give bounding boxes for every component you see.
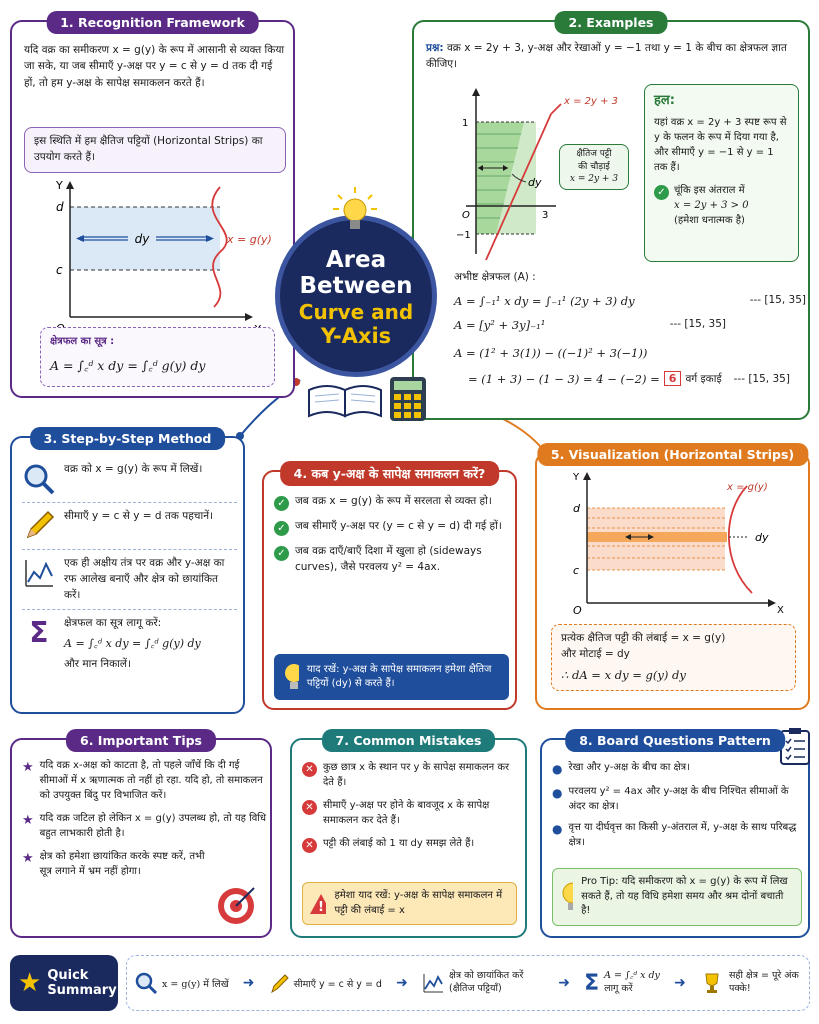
summary-step-2 [269, 972, 382, 994]
section-when-integrate [262, 466, 517, 710]
summary-step-3 [422, 970, 544, 996]
step-line-1: A = ∫₋₁¹ x dy = ∫₋₁¹ (2y + 3) dy [454, 294, 635, 308]
title-line-3: Curve and [298, 299, 414, 324]
recognition-graph [24, 177, 286, 337]
tip-2 [22, 811, 267, 841]
solution-check [654, 183, 789, 228]
section-title: 6. Important Tips [66, 729, 216, 752]
condition-1-text: जब वक्र x = g(y) के रूप में सरलता से व्यक्त हो। [295, 495, 492, 507]
solution-box [644, 84, 799, 262]
graph-sketch-icon [22, 556, 56, 590]
cross-icon: ✕ [302, 838, 317, 853]
da-formula: ∴ dA = x dy = g(y) dy [561, 667, 686, 682]
star-icon: ★ [18, 968, 42, 998]
step-3-text: एक ही अक्षीय तंत्र पर वक्र और y-अक्ष का रफ आलेख बनाएँ और क्षेत्र को छायांकित करें। [64, 557, 225, 601]
recognition-text: यदि वक्र का समीकरण x = g(y) के रूप में आसानी से व्यक्त किया जा सके, या जब सीमाएँ y-अक्ष पर y = c से y = d तक दी गई हों, तो हम y-अक्ष के सापेक्ष समाकलन करते हैं। [24, 44, 285, 89]
quick-summary-flow [126, 955, 810, 1011]
trophy-icon [700, 971, 724, 995]
summary-step-2-text: सीमाएँ y = c से y = d [293, 978, 382, 990]
title-line-1: Area [325, 247, 387, 273]
example-question [426, 40, 801, 73]
dy-label: dy [755, 531, 769, 544]
condition-2 [274, 519, 509, 536]
origin-label: O [573, 604, 582, 616]
graph-sketch-icon [422, 972, 444, 994]
summary-step-1 [135, 972, 229, 994]
pattern-2 [552, 784, 802, 814]
step-3 [22, 550, 237, 610]
magnifier-icon [135, 972, 157, 994]
step-line-4: = (1 + 3) − (1 − 3) = 4 − (−2) = [468, 371, 660, 386]
lightbulb-icon [282, 662, 299, 692]
cross-icon: ✕ [302, 800, 317, 815]
pattern-3-text: वृत्त या दीर्घवृत्त का किसी y-अंतराल में, y-अक्ष के साथ परिबद्ध क्षेत्र। [568, 822, 797, 848]
section-title: 1. Recognition Framework [46, 11, 259, 34]
tip-3-text: क्षेत्र को हमेशा छायांकित करके स्पष्ट करें, तभी सूत्र लगाने में भ्रम नहीं होगा। [39, 851, 205, 877]
lightbulb-icon [559, 881, 573, 913]
tick-minus-1: −1 [456, 230, 471, 241]
step-2 [22, 503, 237, 550]
check-text-3: (हमेशा धनात्मक है) [674, 214, 745, 226]
mistake-3 [302, 836, 522, 853]
ref-1: --- [15, 35] [749, 294, 806, 306]
bullet-icon: ● [552, 822, 563, 836]
summary-step-1-text: x = g(y) में लिखें [162, 978, 229, 990]
section-visualization [535, 447, 810, 710]
section-title: 3. Step-by-Step Method [30, 427, 226, 450]
pattern-1 [552, 760, 802, 778]
d-label: d [56, 200, 64, 214]
summary-step-4 [584, 970, 660, 996]
check-icon: ✓ [654, 185, 669, 200]
check-icon: ✓ [274, 496, 289, 511]
bullet-icon: ● [552, 786, 563, 800]
check-text-1: चूंकि इस अंतराल में [674, 184, 745, 196]
sigma-icon: Σ [29, 616, 49, 650]
section-examples [412, 15, 810, 420]
warning-text: हमेशा याद रखें: y-अक्ष के सापेक्ष समाकलन में पट्टी की लंबाई = x [334, 890, 503, 916]
step-1 [22, 456, 237, 503]
dy-label: dy [134, 232, 150, 246]
check-icon: ✓ [274, 546, 289, 561]
step-line-3: A = (1² + 3(1)) − ((−1)² + 3(−1)) [454, 346, 648, 360]
summary-step-4-formula: A = ∫꜀ᵈ x dy [604, 970, 660, 982]
tick-1: 1 [462, 118, 469, 129]
section-title: 2. Examples [554, 11, 667, 34]
strip-explanation-box [551, 624, 796, 691]
mistake-1-text: कुछ छात्र x के स्थान पर y के सापेक्ष समाकलन कर देते हैं। [323, 762, 510, 788]
star-icon: ★ [22, 813, 34, 828]
warning-icon [309, 893, 326, 915]
curve-label: x = 2y + 3 [564, 96, 619, 107]
pro-tip-text: Pro Tip: यदि समीकरण को x = g(y) के रूप में लिख सकते हैं, तो यह विधि हमेशा समय और श्रम दोनों बचाती है! [581, 876, 788, 916]
summary-step-3-text: क्षेत्र को छायांकित करें (क्षैतिज पट्टियाँ) [449, 970, 524, 994]
solution-title: हल: [654, 93, 675, 108]
arrow-icon: ➜ [674, 975, 686, 991]
summary-step-5-text: सही क्षेत्र = पूरे अंक पक्के! [728, 970, 799, 994]
horizontal-strips-note: इस स्थिति में हम क्षैतिज पट्टियों (Horizontal Strips) का उपयोग करते हैं। [24, 127, 286, 173]
sigma-icon: Σ [584, 970, 600, 996]
step-4-formula: A = ∫꜀ᵈ x dy = ∫꜀ᵈ g(y) dy [64, 637, 201, 650]
center-badge [275, 215, 437, 377]
question-label: प्रश्न: [426, 42, 444, 54]
d-label: d [573, 502, 580, 515]
y-axis-label: Y [573, 472, 580, 483]
calculator-icon [388, 375, 428, 423]
x-axis-label: X [777, 605, 784, 616]
summary-title-2: Summary [47, 983, 117, 998]
strip-label-3: x = 2y + 3 [569, 174, 619, 185]
answer-box: 6 [664, 371, 682, 386]
tip-1-text: यदि वक्र x-अक्ष को काटता है, तो पहले जाँचें कि दी गई सीमाओं में x ऋणात्मक तो नहीं हो रहा. यदि हो, तो समाकलन को उपयुक्त बिंदु पर विभाजित करें। [39, 760, 263, 801]
pencil-icon [269, 972, 289, 994]
section-title: 5. Visualization (Horizontal Strips) [537, 443, 808, 466]
strip-label-1: क्षैतिज पट्टी [576, 149, 612, 159]
remember-text: याद रखें: y-अक्ष के सापेक्ष समाकलन हमेशा क्षैतिज पट्टियों (dy) से करते हैं। [306, 663, 492, 689]
section-board-questions [540, 733, 810, 938]
ref-2: --- [15, 35] [669, 318, 726, 330]
step-line-2: A = [y² + 3y]₋₁¹ [454, 318, 546, 332]
bullet-icon: ● [552, 762, 563, 776]
c-label: c [56, 263, 63, 277]
curve-label: x = g(y) [227, 233, 272, 246]
step-1-text: वक्र को x = g(y) के रूप में लिखें। [64, 463, 203, 475]
condition-3-text: जब वक्र दाएँ/बाएँ दिशा में खुला हो (sideways curves), जैसे परवलय y² = 4ax. [295, 545, 482, 573]
arrow-icon: ➜ [558, 975, 570, 991]
strip-width-label [559, 144, 629, 190]
solution-steps [454, 294, 806, 386]
section-recognition-framework [10, 15, 295, 398]
star-icon: ★ [22, 851, 34, 866]
title-line-2: Between [299, 272, 413, 299]
mistake-3-text: पट्टी की लंबाई को 1 या dy समझ लेते हैं। [323, 838, 475, 849]
section-important-tips [10, 733, 272, 938]
area-formula-box [40, 327, 275, 387]
dy-label: dy [528, 176, 542, 189]
star-icon: ★ [22, 760, 34, 775]
mistake-1 [302, 760, 522, 790]
lightbulb-icon [330, 185, 380, 237]
summary-step-4-text: लागू करें [604, 983, 633, 994]
svg-text:!: ! [318, 899, 324, 915]
mistake-2 [302, 798, 522, 828]
cross-icon: ✕ [302, 762, 317, 777]
check-text-2: x = 2y + 3 > 0 [674, 199, 749, 211]
summary-step-5 [700, 970, 801, 996]
condition-2-text: जब सीमाएँ y-अक्ष पर (y = c से y = d) दी गई हों। [295, 520, 502, 532]
tip-2-text: यदि वक्र जटिल हो लेकिन x = g(y) उपलब्ध हो, तो यह विधि बहुत लाभकारी होती है। [39, 813, 267, 839]
tip-3 [22, 849, 217, 879]
condition-1 [274, 494, 509, 511]
pencil-icon [22, 509, 56, 543]
y-axis-label: Y [56, 179, 63, 192]
area-label: अभीष्ट क्षेत्रफल (A) : [454, 271, 536, 283]
strip-label-2: की चौड़ाई [578, 161, 610, 172]
condition-3 [274, 544, 509, 576]
section-step-method [10, 431, 245, 714]
title-line-4: Y-Axis [320, 323, 392, 348]
question-text: वक्र x = 2y + 3, y-अक्ष और रेखाओं y = −1 तथा y = 1 के बीच का क्षेत्रफल ज्ञात कीजिए। [426, 42, 787, 71]
arrow-icon: ➜ [242, 975, 255, 991]
pattern-3 [552, 820, 802, 850]
pattern-1-text: रेखा और y-अक्ष के बीच का क्षेत्र। [568, 762, 690, 773]
quick-summary-badge [10, 955, 118, 1011]
area-formula: A = ∫꜀ᵈ x dy = ∫꜀ᵈ g(y) dy [50, 358, 206, 373]
book-icon [305, 380, 385, 420]
remember-box [274, 654, 509, 700]
ref-3: --- [15, 35] [733, 372, 790, 385]
check-icon: ✓ [274, 521, 289, 536]
step-2-text: सीमाएँ y = c से y = d तक पहचानें। [64, 510, 214, 522]
section-title: 4. कब y-अक्ष के सापेक्ष समाकलन करें? [280, 461, 500, 486]
summary-title-1: Quick [47, 968, 89, 983]
step-4 [22, 610, 237, 678]
warning-box [302, 882, 517, 925]
strip-length-text: प्रत्येक क्षैतिज पट्टी की लंबाई = x = g(y) [561, 632, 726, 644]
pattern-2-text: परवलय y² = 4ax और y-अक्ष के बीच निश्चित सीमाओं के अंदर का क्षेत्र। [568, 786, 789, 812]
target-icon [214, 882, 258, 926]
origin-label: O [462, 210, 470, 221]
section-title: 8. Board Questions Pattern [565, 729, 785, 752]
pro-tip-box [552, 868, 802, 926]
unit-label: वर्ग इकाई [685, 372, 722, 385]
c-label: c [573, 564, 580, 577]
arrow-icon: ➜ [396, 975, 408, 991]
section-title: 7. Common Mistakes [322, 729, 496, 752]
solution-text: यहां वक्र x = 2y + 3 स्पष्ट रूप से y के फलन के रूप में दिया गया है, और सीमाएँ y = −1 से y = 1 तक हैं। [654, 116, 787, 173]
tick-3: 3 [542, 210, 549, 221]
mistake-2-text: सीमाएँ y-अक्ष पर होने के बावजूद x के सापेक्ष समाकलन कर देते हैं। [323, 800, 490, 826]
step-4-text-a: क्षेत्रफल का सूत्र लागू करें: [64, 617, 162, 630]
curve-label: x = g(y) [727, 482, 768, 493]
section-common-mistakes [290, 733, 527, 938]
magnifier-icon [22, 462, 56, 496]
formula-label: क्षेत्रफल का सूत्र : [50, 336, 115, 347]
step-4-text-c: और मान निकालें। [64, 657, 131, 670]
strip-thickness-text: और मोटाई = dy [561, 647, 630, 660]
visualization-graph [547, 468, 802, 616]
tip-1 [22, 758, 267, 803]
